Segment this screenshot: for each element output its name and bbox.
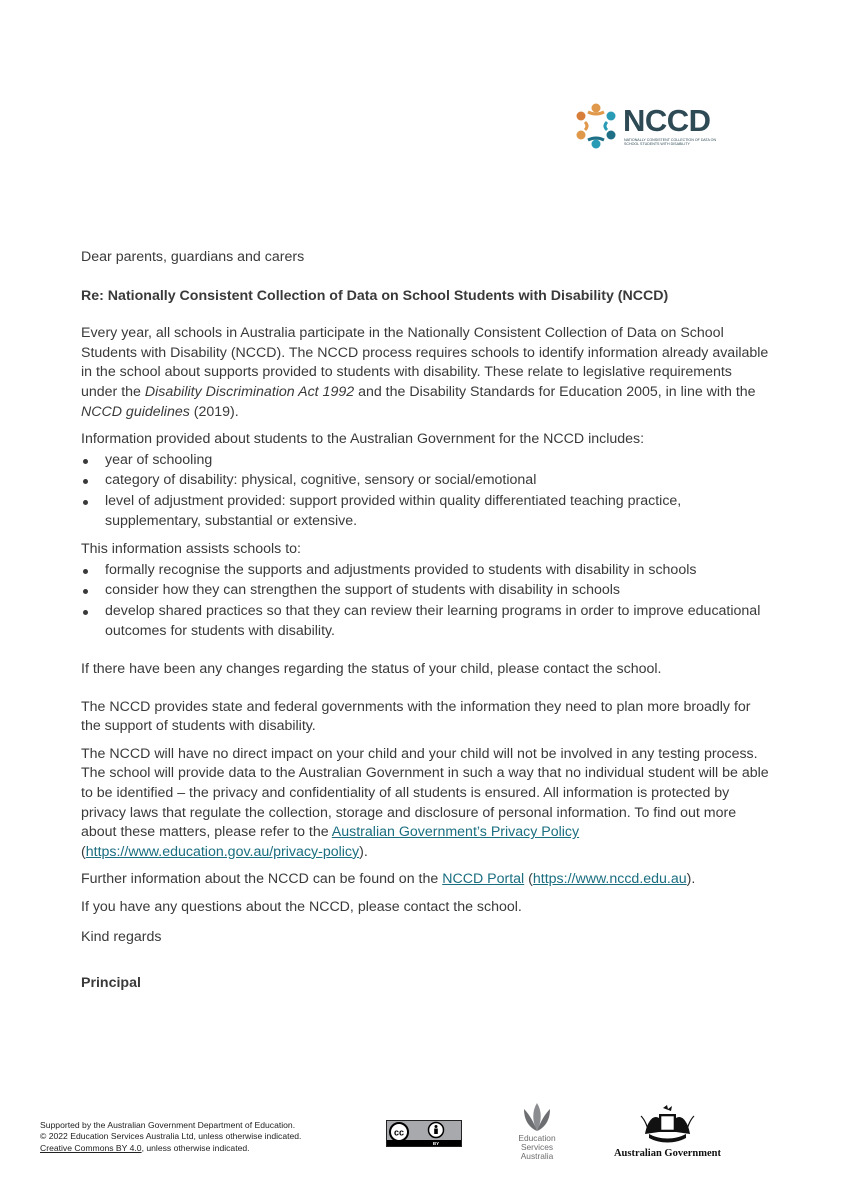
list-item: develop shared practices so that they can review their learning programs in order to improve educational outcomes for students with disability. (81, 602, 771, 641)
creative-commons-link[interactable]: Creative Commons BY 4.0 (40, 1142, 142, 1153)
flower-icon (510, 1101, 564, 1134)
questions-paragraph: If you have any questions about the NCCD, please contact the school. (81, 899, 522, 916)
cc-badge-icon (387, 1121, 461, 1146)
privacy-paragraph (81, 745, 771, 863)
further-text: Further information about the NCCD can be found on the (81, 871, 443, 888)
esa-wordmark (510, 1134, 564, 1161)
assists-schools-list (81, 561, 771, 641)
australian-government-wordmark: Australian Government (613, 1148, 722, 1159)
svg-text:cc: cc (393, 1127, 405, 1138)
changes-paragraph: If there have been any changes regarding the status of your child, please contact the school. (81, 661, 662, 678)
australian-government-logo (605, 1104, 730, 1166)
list-item: category of disability: physical, cognitive, sensory or social/emotional (81, 471, 771, 491)
cc-by-label: BY (432, 1141, 440, 1146)
paren: ( (524, 871, 533, 888)
footer-line (40, 1143, 301, 1154)
list2-intro: This information assists schools to: (81, 541, 301, 558)
privacy-text: The NCCD will have no direct impact on your child and your child will not be involved in any testing process. The school will provide data to the Australian Government in such a way that no individual student will be able to be identified – the privacy and confidentiality of all students is ensured. All information is protected by privacy laws that regulate the collection, storage and disclosure of personal information. To find out more about these matters, please refer to the (81, 745, 769, 841)
letter-body (81, 248, 771, 994)
kind-regards: Kind regards (81, 928, 162, 945)
esa-logo (510, 1101, 564, 1167)
footer-line: Supported by the Australian Government Department of Education. (40, 1120, 296, 1130)
intro-paragraph (81, 324, 771, 422)
paren: ( (81, 843, 86, 860)
act-title: Disability Discrimination Act 1992 (144, 383, 355, 400)
paren: ). (359, 843, 368, 860)
nccd-portal-url-link[interactable]: https://www.nccd.edu.au (532, 871, 687, 888)
people-circle-icon (573, 103, 619, 149)
intro-text-c: (2019). (189, 403, 239, 420)
info-provided-list (81, 451, 771, 531)
intro-text-a: Every year, all schools in Australia participate in the Nationally Consistent Collection of Data on School Students with Disability (NCCD). The NCCD process requires schools to identify information already available in the school about supports provided to students with disability. These relate to legislative requirements under the (81, 325, 769, 400)
footer-line-rest: , unless otherwise indicated. (141, 1142, 250, 1153)
list-item: consider how they can strengthen the support of students with disability in schools (81, 581, 771, 601)
list1-intro: Information provided about students to the Australian Government for the NCCD includes: (81, 431, 645, 448)
nccd-portal-link[interactable]: NCCD Portal (442, 871, 525, 888)
nccd-wordmark: NCCD (623, 103, 711, 138)
esa-line: Australia (520, 1151, 554, 1161)
paren: ). (686, 871, 696, 888)
nccd-tagline: NATIONALLY CONSISTENT COLLECTION OF DATA ON SCHOOL STUDENTS WITH DISABILITY (624, 138, 717, 147)
intro-text-b: and the Disability Standards for Education 2005, in line with the (354, 383, 756, 400)
list-item: year of schooling (81, 451, 771, 471)
footer-line: © 2022 Education Services Australia Ltd, unless otherwise indicated. (40, 1131, 302, 1142)
salutation: Dear parents, guardians and carers (81, 249, 305, 265)
esa-line: Services (520, 1142, 554, 1152)
letter-subject: Re: Nationally Consistent Collection of Data on School Students with Disability (NCCD) (81, 287, 669, 304)
privacy-policy-url-link[interactable]: https://www.education.gov.au/privacy-policy (85, 843, 360, 860)
planning-paragraph: The NCCD provides state and federal governments with the information they need to plan more broadly for the support of students with disability. (81, 698, 751, 735)
signoff-principal: Principal (81, 975, 141, 992)
guidelines-title: NCCD guidelines (81, 403, 190, 420)
nccd-logo (573, 103, 733, 153)
coat-of-arms-icon (605, 1104, 730, 1146)
further-info-paragraph (81, 870, 771, 890)
footer-credits (40, 1120, 301, 1154)
esa-line: Education (518, 1133, 556, 1143)
cc-by-badge (386, 1120, 462, 1147)
list-item: level of adjustment provided: support provided within quality differentiated teaching practice, supplementary, substantial or extensive. (81, 492, 771, 531)
privacy-policy-link[interactable]: Australian Government’s Privacy Policy (331, 824, 580, 841)
list-item: formally recognise the supports and adjustments provided to students with disability in schools (81, 561, 771, 581)
